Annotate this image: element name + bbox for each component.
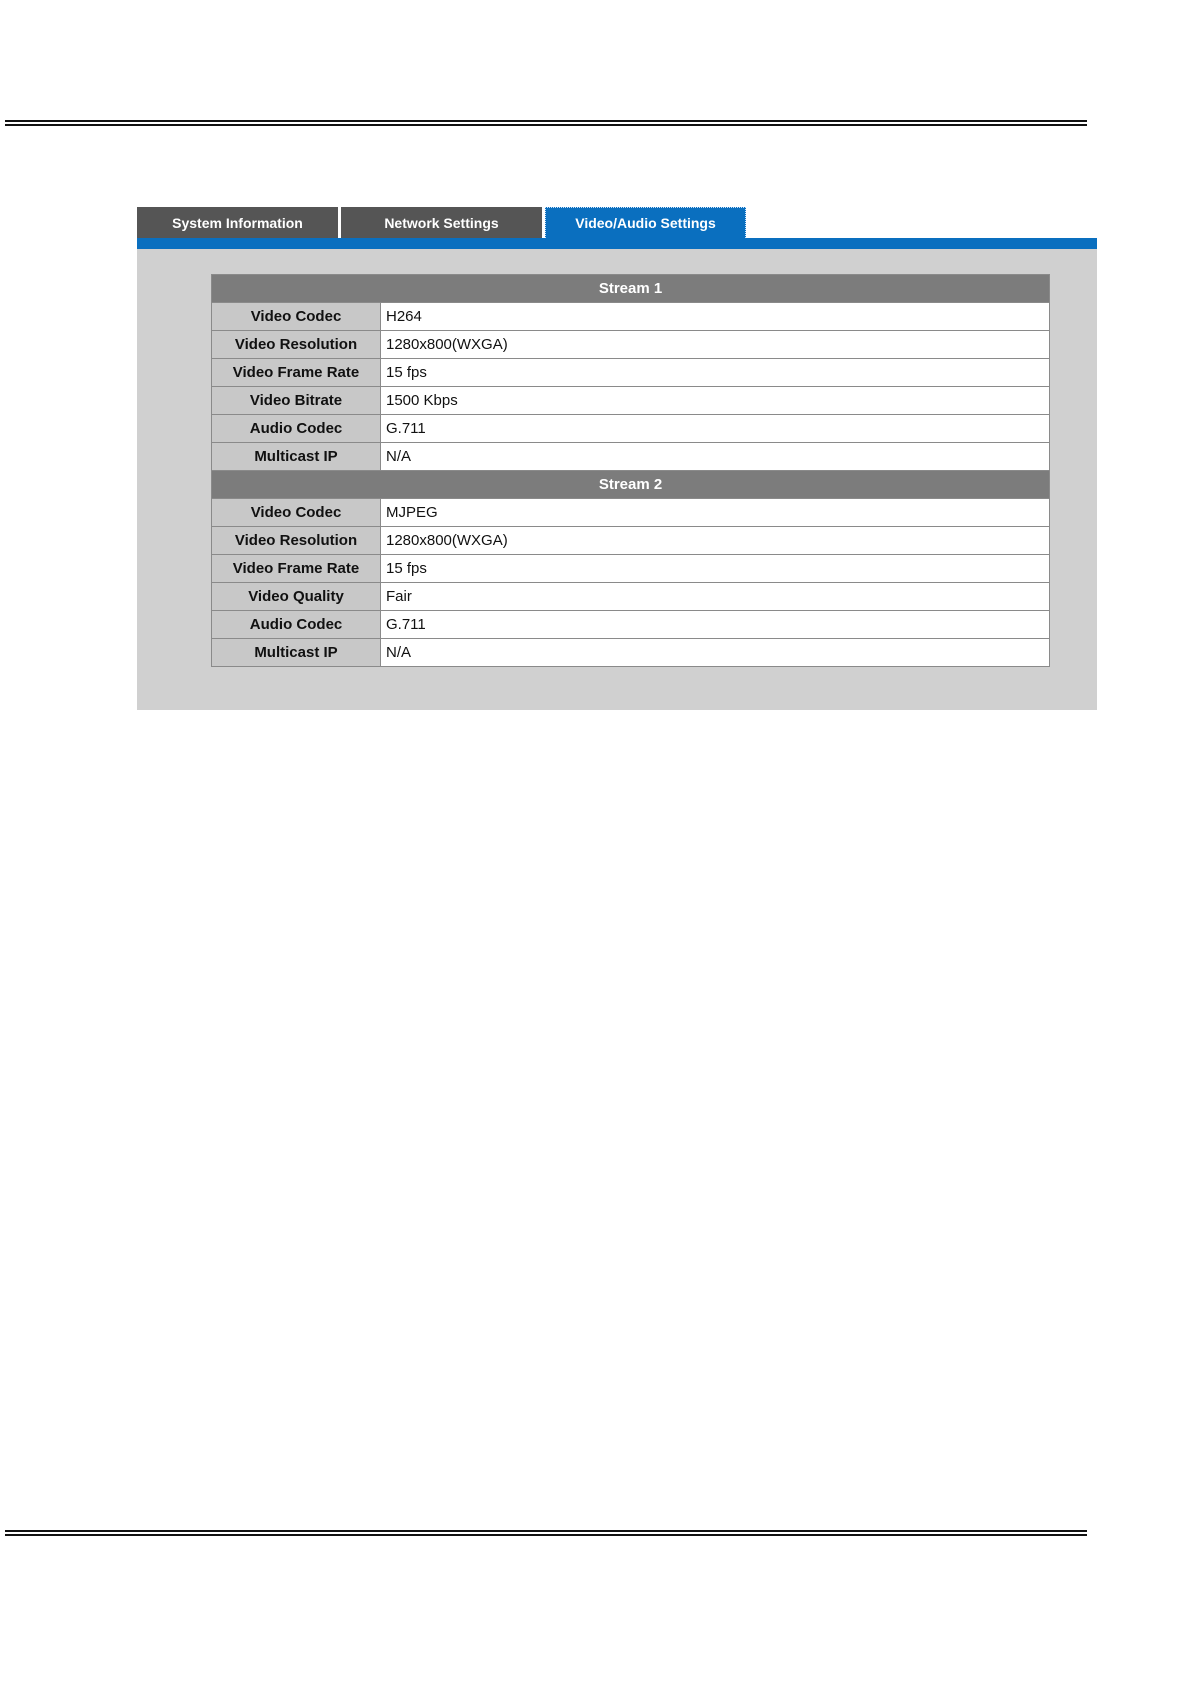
tab-video-audio-settings[interactable]: Video/Audio Settings [545,207,746,238]
row-label: Multicast IP [212,639,381,667]
table-row [212,611,1050,639]
row-label: Multicast IP [212,443,381,471]
bottom-rule [5,1530,1087,1536]
table-row [212,639,1050,667]
stream-title: Stream 2 [212,471,1050,499]
content-area [137,249,1097,710]
top-rule [5,120,1087,126]
row-value: 1500 Kbps [381,387,1050,415]
row-value: G.711 [381,611,1050,639]
stream-header-row [212,275,1050,303]
stream-header-row [212,471,1050,499]
table-row [212,555,1050,583]
table-row [212,331,1050,359]
row-label: Video Frame Rate [212,359,381,387]
row-label: Video Resolution [212,331,381,359]
row-label: Video Codec [212,499,381,527]
row-label: Video Resolution [212,527,381,555]
settings-panel [137,207,1097,710]
row-value: N/A [381,639,1050,667]
row-label: Video Quality [212,583,381,611]
row-label: Video Bitrate [212,387,381,415]
row-label: Audio Codec [212,611,381,639]
tab-network-settings[interactable]: Network Settings [341,207,542,238]
row-value: MJPEG [381,499,1050,527]
row-value: 1280x800(WXGA) [381,527,1050,555]
stream-title: Stream 1 [212,275,1050,303]
streams-table [211,274,1050,667]
table-row [212,415,1050,443]
tab-system-information[interactable]: System Information [137,207,338,238]
row-value: N/A [381,443,1050,471]
table-row [212,359,1050,387]
table-row [212,583,1050,611]
row-value: 1280x800(WXGA) [381,331,1050,359]
row-value: G.711 [381,415,1050,443]
row-value: H264 [381,303,1050,331]
row-value: Fair [381,583,1050,611]
table-row [212,443,1050,471]
row-label: Audio Codec [212,415,381,443]
row-value: 15 fps [381,359,1050,387]
table-row [212,387,1050,415]
row-label: Video Codec [212,303,381,331]
table-row [212,527,1050,555]
table-row [212,499,1050,527]
tab-bar [137,207,1097,238]
row-value: 15 fps [381,555,1050,583]
row-label: Video Frame Rate [212,555,381,583]
tab-underline-bar [137,238,1097,249]
table-row [212,303,1050,331]
